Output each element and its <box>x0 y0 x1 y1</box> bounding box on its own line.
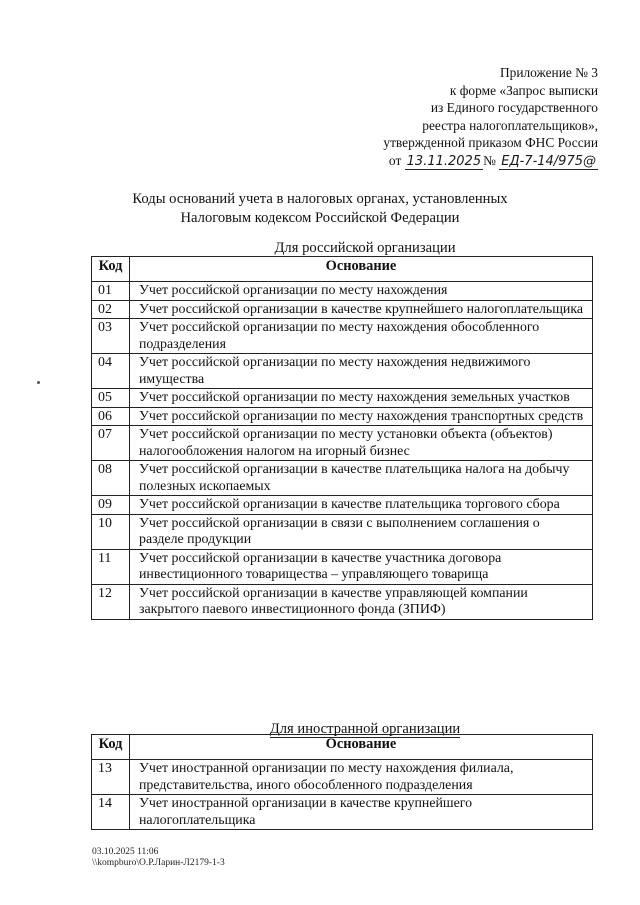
foreign-heading-text: Для иностранной организации <box>269 721 461 737</box>
row-code: 05 <box>92 389 130 408</box>
appendix-line: утвержденной приказом ФНС России <box>383 135 598 150</box>
table-row <box>92 514 593 549</box>
table-row <box>92 795 593 830</box>
appendix-line: Приложение № 3 <box>499 65 598 80</box>
table-header-row <box>92 735 593 760</box>
table-header-row <box>92 257 593 282</box>
row-basis: Учет иностранной организации в качестве крупнейшего налогоплательщика <box>130 795 593 830</box>
table-row <box>92 426 593 461</box>
row-code: 08 <box>92 461 130 496</box>
row-code: 11 <box>92 549 130 584</box>
ref-number-sign: № <box>483 152 496 168</box>
row-code: 14 <box>92 795 130 830</box>
russian-section-heading <box>0 240 640 257</box>
row-basis: Учет российской организации в качестве управляющей компании закрытого паевого инвестиционного фонда (ЗПИФ) <box>130 584 593 619</box>
row-code: 04 <box>92 354 130 389</box>
row-code: 10 <box>92 514 130 549</box>
russian-codes-table <box>91 256 593 620</box>
row-code: 12 <box>92 584 130 619</box>
table-row <box>92 549 593 584</box>
title-line-2: Налоговым кодексом Российской Федерации <box>180 210 460 226</box>
appendix-line: реестра налогоплательщиков», <box>422 117 598 133</box>
code-column-header: Код <box>92 735 130 760</box>
table-row <box>92 389 593 408</box>
basis-column-header: Основание <box>130 735 593 760</box>
order-reference <box>383 152 598 171</box>
row-code: 01 <box>92 282 130 301</box>
table-row <box>92 584 593 619</box>
row-basis: Учет иностранной организации по месту нахождения филиала, представительства, иного обособленного подразделения <box>130 760 593 795</box>
row-basis: Учет российской организации в качестве плательщика налога на добычу полезных ископаемых <box>130 461 593 496</box>
appendix-line: из Единого государственного <box>430 100 598 115</box>
row-basis: Учет российской организации в связи с выполнением соглашения о разделе продукции <box>130 514 593 549</box>
table-row <box>92 461 593 496</box>
footer-file-path: \\kompburo\О.Р.Ларин-Л2179-1-3 <box>92 858 225 868</box>
basis-column-header: Основание <box>130 257 593 282</box>
row-code: 09 <box>92 496 130 515</box>
row-code: 13 <box>92 760 130 795</box>
footer-timestamp: 03.10.2025 11:06 <box>92 847 159 857</box>
row-basis: Учет российской организации по месту установки объекта (объектов) налогообложения налогом на игорный бизнес <box>130 426 593 461</box>
scan-speck <box>37 381 40 384</box>
ref-prefix: от <box>388 152 402 168</box>
row-basis: Учет российской организации в качестве крупнейшего налогоплательщика <box>130 300 593 319</box>
row-code: 07 <box>92 426 130 461</box>
document-title <box>0 190 640 228</box>
table-row <box>92 496 593 515</box>
handwritten-order-date: 13.11.2025 <box>406 153 482 169</box>
row-basis: Учет российской организации по месту нахождения транспортных средств <box>130 407 593 426</box>
row-basis: Учет российской организации по месту нахождения обособленного подразделения <box>130 319 593 354</box>
row-code: 03 <box>92 319 130 354</box>
foreign-codes-table <box>91 734 593 830</box>
table-row <box>92 300 593 319</box>
foreign-table-body <box>92 760 593 830</box>
table-row <box>92 319 593 354</box>
row-code: 06 <box>92 407 130 426</box>
handwritten-order-number: ЕД-7-14/975@ <box>501 153 596 169</box>
row-code: 02 <box>92 300 130 319</box>
row-basis: Учет российской организации по месту нахождения земельных участков <box>130 389 593 408</box>
print-footer <box>92 847 225 869</box>
table-row <box>92 407 593 426</box>
appendix-line: к форме «Запрос выписки <box>449 82 598 98</box>
row-basis: Учет российской организации в качестве участника договора инвестиционного товарищества – управляющего товарища <box>130 549 593 584</box>
code-column-header: Код <box>92 257 130 282</box>
title-line-1: Коды оснований учета в налоговых органах, установленных <box>132 191 508 207</box>
table-row <box>92 760 593 795</box>
row-basis: Учет российской организации по месту нахождения недвижимого имущества <box>130 354 593 389</box>
row-basis: Учет российской организации в качестве плательщика торгового сбора <box>130 496 593 515</box>
russian-heading-text: Для российской организации <box>274 240 456 256</box>
table-row <box>92 282 593 301</box>
russian-table-body <box>92 282 593 620</box>
table-row <box>92 354 593 389</box>
appendix-header <box>383 64 598 170</box>
row-basis: Учет российской организации по месту нахождения <box>130 282 593 301</box>
